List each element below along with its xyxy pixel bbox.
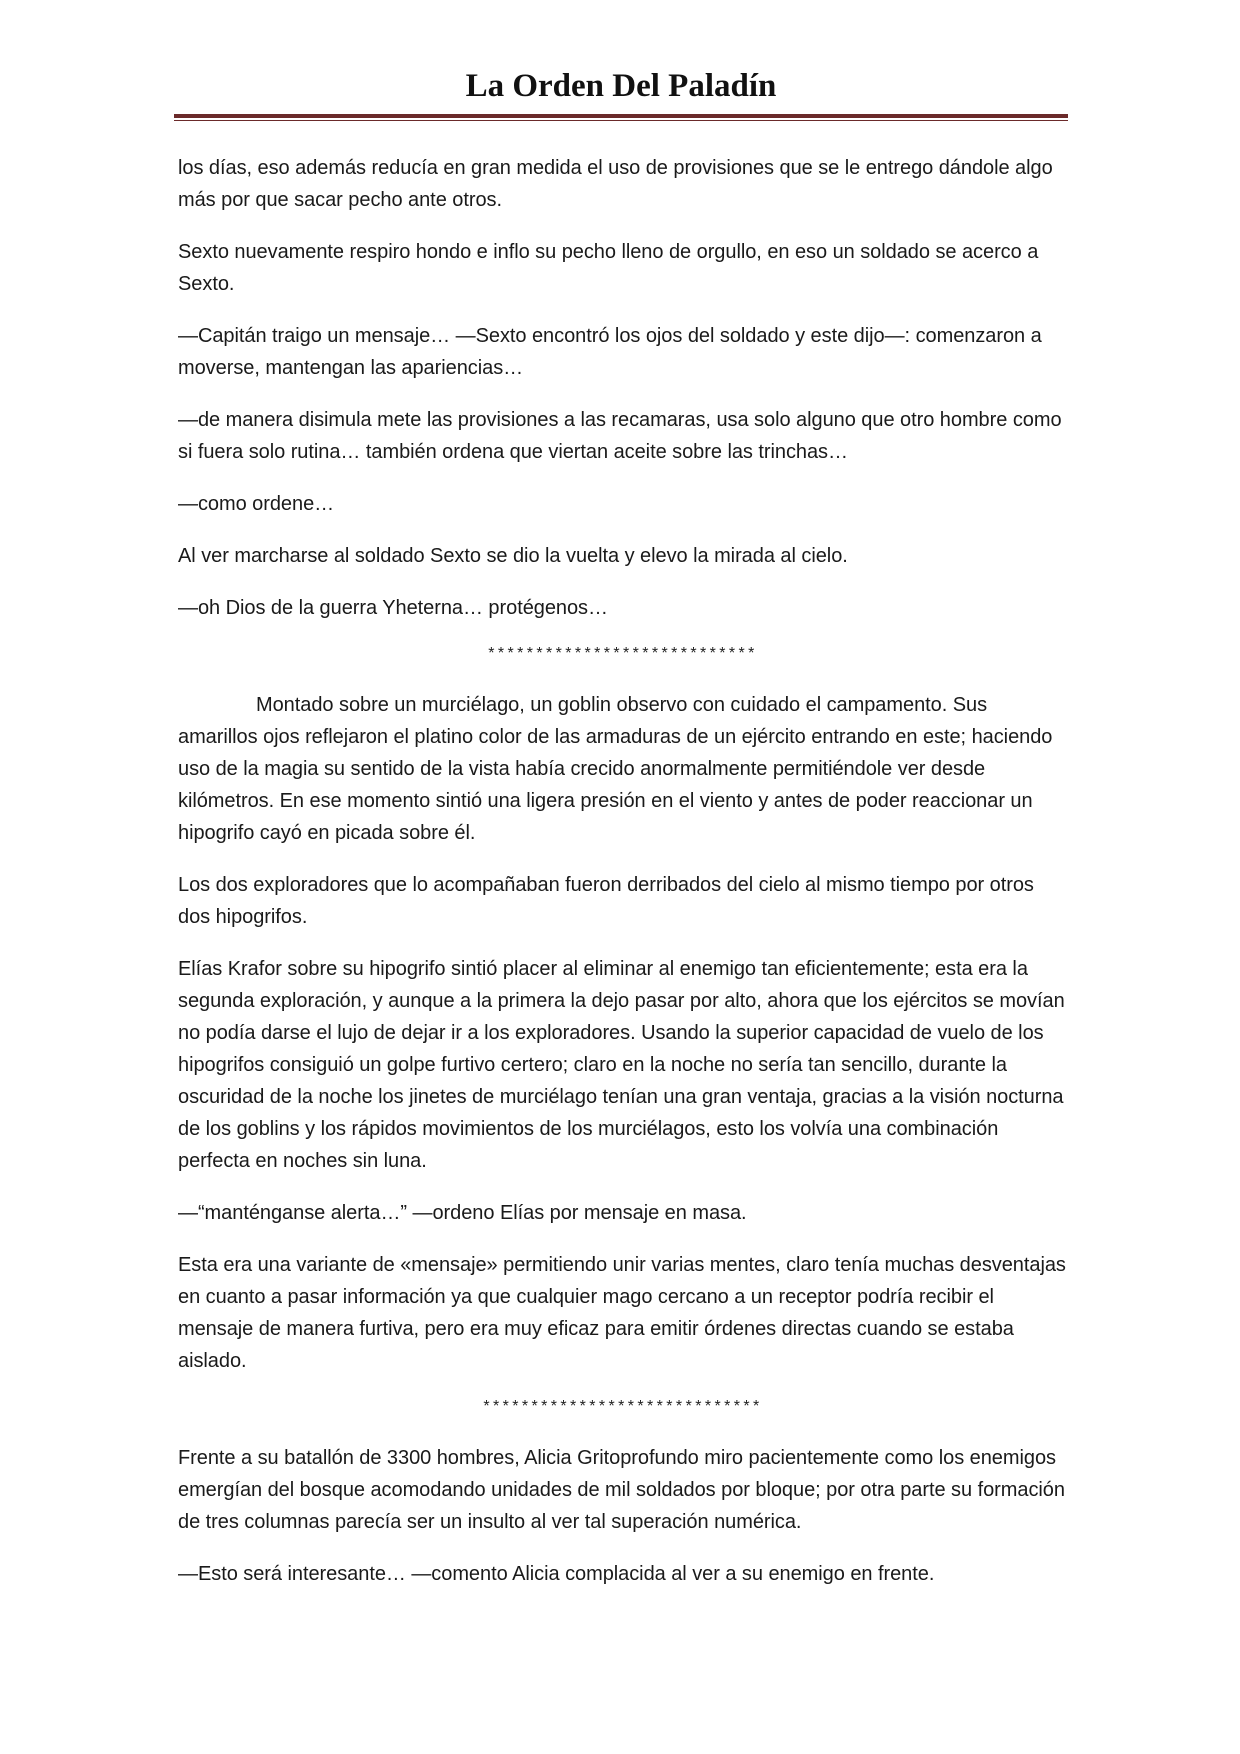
page-header bbox=[174, 66, 1068, 121]
paragraph: —“manténganse alerta…” —ordeno Elías por mensaje en masa. bbox=[178, 1202, 747, 1224]
paragraph: Esta era una variante de «mensaje» permitiendo unir varias mentes, claro tenía muchas desventajas en cuanto a pasar información ya que cualquier mago cercano a un receptor podría recibir el mensaje de manera furtiva, pero era muy eficaz para emitir órdenes directas cuando se estaba aislado. bbox=[178, 1254, 1066, 1372]
paragraph: los días, eso además reducía en gran medida el uso de provisiones que se le entrego dándole algo más por que sacar pecho ante otros. bbox=[178, 157, 1053, 211]
document-body bbox=[178, 152, 1068, 1610]
paragraph: —Capitán traigo un mensaje… —Sexto encontró los ojos del soldado y este dijo—: comenzaron a moverse, mantengan las apariencias… bbox=[178, 325, 1042, 379]
paragraph: Los dos exploradores que lo acompañaban fueron derribados del cielo al mismo tiempo por otros dos hipogrifos. bbox=[178, 874, 1034, 928]
paragraph: —de manera disimula mete las provisiones a las recamaras, usa solo alguno que otro hombre como si fuera solo rutina… también ordena que viertan aceite sobre las trinchas… bbox=[178, 409, 1062, 463]
paragraph: Frente a su batallón de 3300 hombres, Alicia Gritoprofundo miro pacientemente como los enemigos emergían del bosque acomodando unidades de mil soldados por bloque; por otra parte su formación de tres columnas parecía ser un insulto al ver tal superación numérica. bbox=[178, 1447, 1065, 1533]
paragraph: Al ver marcharse al soldado Sexto se dio la vuelta y elevo la mirada al cielo. bbox=[178, 545, 848, 567]
header-rule-thick bbox=[174, 114, 1068, 118]
scene-separator: **************************** bbox=[488, 645, 758, 662]
paragraph: Sexto nuevamente respiro hondo e inflo su pecho lleno de orgullo, en eso un soldado se acerco a Sexto. bbox=[178, 241, 1039, 295]
scene-separator: ***************************** bbox=[483, 1398, 763, 1415]
paragraph: Montado sobre un murciélago, un goblin observo con cuidado el campamento. Sus amarillos ojos reflejaron el platino color de las armaduras de un ejército entrando en este; haciendo uso de la magia su sentido de la vista había crecido anormalmente permitiéndole ver desde kilómetros. En ese momento sintió una ligera presión en el viento y antes de poder reaccionar un hipogrifo cayó en picada sobre él. bbox=[178, 694, 1053, 844]
paragraph: —como ordene… bbox=[178, 493, 335, 515]
header-rule-thin bbox=[174, 120, 1068, 121]
header-title: La Orden Del Paladín bbox=[465, 68, 777, 104]
paragraph: —Esto será interesante… —comento Alicia complacida al ver a su enemigo en frente. bbox=[178, 1563, 935, 1585]
paragraph: Elías Krafor sobre su hipogrifo sintió placer al eliminar al enemigo tan eficientemente; esta era la segunda exploración, y aunque a la primera la dejo pasar por alto, ahora que los ejércitos se movían no podía darse el lujo de dejar ir a los exploradores. Usando la superior capacidad de vuelo de los hipogrifos consiguió un golpe furtivo certero; claro en la noche no sería tan sencillo, durante la oscuridad de la noche los jinetes de murciélago tenían una gran ventaja, gracias a la visión nocturna de los goblins y los rápidos movimientos de los murciélagos, esto los volvía una combinación perfecta en noches sin luna. bbox=[178, 958, 1065, 1172]
paragraph: —oh Dios de la guerra Yheterna… protégenos… bbox=[178, 597, 608, 619]
